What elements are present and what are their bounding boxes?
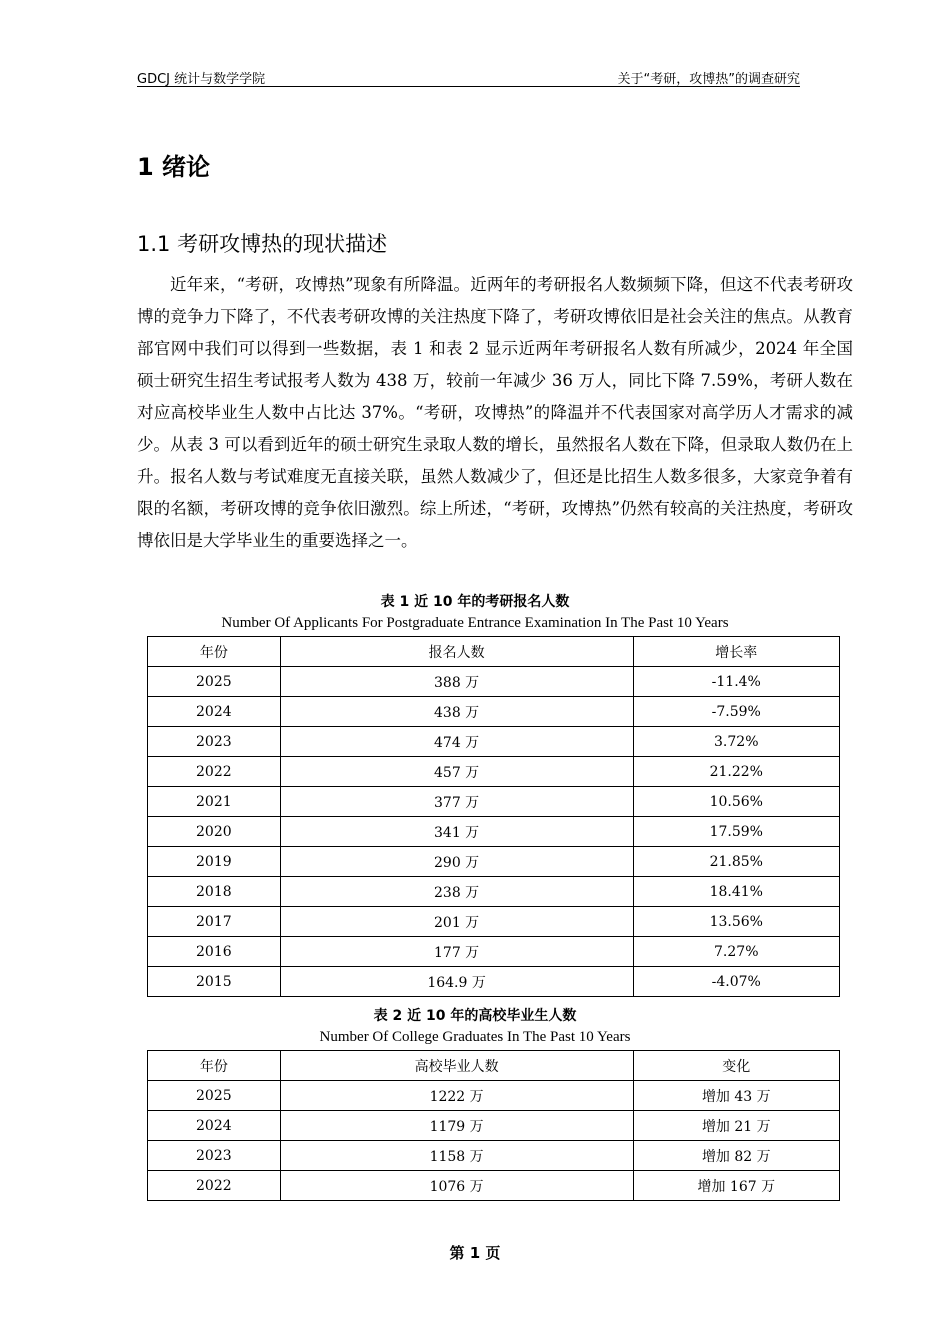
column-header: 年份 — [148, 1051, 281, 1081]
column-header: 报名人数 — [280, 637, 633, 667]
table-cell: 2019 — [148, 847, 281, 877]
table-cell: 21.85% — [633, 847, 839, 877]
table-cell: 177 万 — [280, 937, 633, 967]
table-row — [148, 967, 840, 997]
header-left-text: GDCJ 统计与数学学院 — [137, 72, 266, 87]
column-header: 变化 — [633, 1051, 839, 1081]
table-row — [148, 1081, 840, 1111]
page-header — [137, 66, 800, 87]
table-row — [148, 877, 840, 907]
table-cell: 2020 — [148, 817, 281, 847]
table-cell: 10.56% — [633, 787, 839, 817]
table-cell: 438 万 — [280, 697, 633, 727]
graduates-table — [147, 1050, 840, 1201]
table2-caption-cn: 表 2 近 10 年的高校毕业生人数 — [373, 1008, 577, 1024]
table-cell: 377 万 — [280, 787, 633, 817]
table-cell: 290 万 — [280, 847, 633, 877]
table-cell: 474 万 — [280, 727, 633, 757]
table-cell: 388 万 — [280, 667, 633, 697]
column-header: 高校毕业人数 — [280, 1051, 633, 1081]
table-cell: 增加 21 万 — [633, 1111, 839, 1141]
table-cell: 21.22% — [633, 757, 839, 787]
table-cell: 238 万 — [280, 877, 633, 907]
table-row — [148, 937, 840, 967]
table-cell: 2021 — [148, 787, 281, 817]
table-cell: 13.56% — [633, 907, 839, 937]
table-row — [148, 907, 840, 937]
chapter-heading: 1 绪论 — [137, 153, 211, 181]
table-row — [148, 1171, 840, 1201]
table-cell: 1158 万 — [280, 1141, 633, 1171]
table-row — [148, 817, 840, 847]
table-row — [148, 727, 840, 757]
table-cell: 2023 — [148, 1141, 281, 1171]
table-cell: -11.4% — [633, 667, 839, 697]
column-header: 增长率 — [633, 637, 839, 667]
table-cell: 341 万 — [280, 817, 633, 847]
table-cell: 1222 万 — [280, 1081, 633, 1111]
table-row — [148, 787, 840, 817]
table-cell: 2023 — [148, 727, 281, 757]
table-cell: 18.41% — [633, 877, 839, 907]
table-cell: -7.59% — [633, 697, 839, 727]
table-cell: 2022 — [148, 757, 281, 787]
section-heading: 1.1 考研攻博热的现状描述 — [137, 232, 388, 256]
table-cell: 1076 万 — [280, 1171, 633, 1201]
table-cell: 3.72% — [633, 727, 839, 757]
table-cell: 2015 — [148, 967, 281, 997]
table1-caption-en: Number Of Applicants For Postgraduate Entrance Examination In The Past 10 Years — [221, 615, 729, 631]
table-cell: 2016 — [148, 937, 281, 967]
table1-caption-cn: 表 1 近 10 年的考研报名人数 — [380, 594, 570, 610]
table-cell: 2018 — [148, 877, 281, 907]
table-header-row — [148, 637, 840, 667]
table-cell: 2022 — [148, 1171, 281, 1201]
table-cell: 2025 — [148, 667, 281, 697]
table-cell: 7.27% — [633, 937, 839, 967]
table-cell: 17.59% — [633, 817, 839, 847]
applicants-table — [147, 636, 840, 997]
table-cell: -4.07% — [633, 967, 839, 997]
table-row — [148, 1111, 840, 1141]
table-row — [148, 697, 840, 727]
column-header: 年份 — [148, 637, 281, 667]
table-cell: 2024 — [148, 697, 281, 727]
table-cell: 457 万 — [280, 757, 633, 787]
table-row — [148, 757, 840, 787]
table-cell: 1179 万 — [280, 1111, 633, 1141]
table-cell: 2017 — [148, 907, 281, 937]
table-cell: 2024 — [148, 1111, 281, 1141]
table-cell: 增加 82 万 — [633, 1141, 839, 1171]
table-row — [148, 847, 840, 877]
table-cell: 164.9 万 — [280, 967, 633, 997]
table2-caption-en: Number Of College Graduates In The Past 10 Years — [319, 1029, 631, 1045]
table-row — [148, 667, 840, 697]
table-cell: 201 万 — [280, 907, 633, 937]
table-header-row — [148, 1051, 840, 1081]
table-cell: 2025 — [148, 1081, 281, 1111]
page-number: 第 1 页 — [449, 1244, 501, 1262]
table-cell: 增加 43 万 — [633, 1081, 839, 1111]
table-row — [148, 1141, 840, 1171]
header-right-text: 关于“考研，攻博热”的调查研究 — [617, 72, 800, 87]
table-cell: 增加 167 万 — [633, 1171, 839, 1201]
body-paragraph: 近年来，“考研，攻博热”现象有所降温。近两年的考研报名人数频频下降，但这不代表考研攻博的竞争力下降了，不代表考研攻博的关注热度下降了，考研攻博依旧是社会关注的焦点。从教育部官网中我们可以得到一些数据，表 1 和表 2 显示近两年考研报名人数有所减少，2024 年全国硕士研究生招生考试报考人数为 438 万，较前一年减少 36 万人，同比下降 7.59%，考研人数在对应高校毕业生人数中占比达 37%。“考研，攻博热”的降温并不代表国家对高学历人才需求的减少。从表 3 可以看到近年的硕士研究生录取人数的增长，虽然报名人数在下降，但录取人数仍在上升。报名人数与考试难度无直接关联，虽然人数减少了，但还是比招生人数多很多，大家竞争着有限的名额，考研攻博的竞争依旧激烈。综上所述，“考研，攻博热”仍然有较高的关注热度，考研攻博依旧是大学毕业生的重要选择之一。 — [137, 275, 853, 550]
